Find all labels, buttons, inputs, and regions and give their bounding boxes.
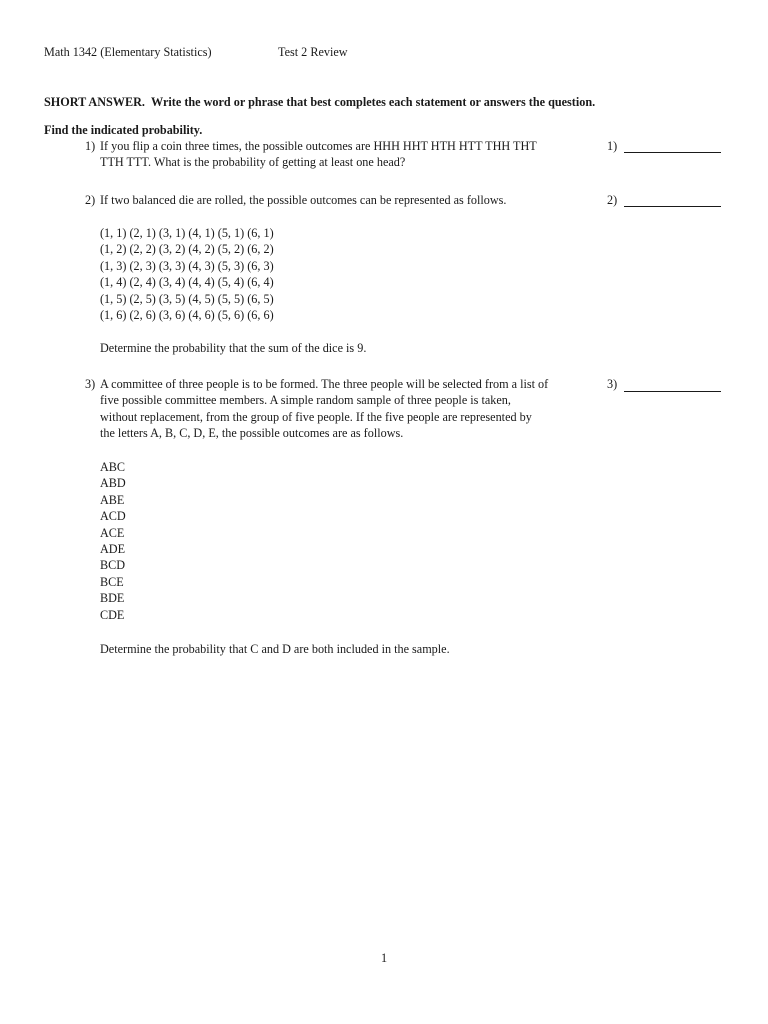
section-heading bbox=[44, 94, 595, 110]
test-title: Test 2 Review bbox=[278, 45, 348, 59]
question-line: the letters A, B, C, D, E, the possible outcomes are as follows. bbox=[100, 426, 404, 441]
outcome-row: ABE bbox=[100, 492, 125, 507]
question-3-prompt: Determine the probability that C and D are both included in the sample. bbox=[100, 642, 450, 656]
outcome-row: ACE bbox=[100, 525, 125, 540]
outcome-row: CDE bbox=[100, 607, 125, 622]
outcome-row: (1, 6) (2, 6) (3, 6) (4, 6) (5, 6) (6, 6) bbox=[100, 307, 274, 322]
page-number: 1 bbox=[380, 951, 388, 965]
answer-label-3: 3) bbox=[607, 377, 618, 391]
outcome-row: (1, 4) (2, 4) (3, 4) (4, 4) (5, 4) (6, 4) bbox=[100, 275, 274, 290]
question-2 bbox=[85, 192, 605, 208]
outcome-row: BDE bbox=[100, 591, 125, 606]
committee-outcomes bbox=[100, 459, 126, 623]
course-title: Math 1342 (Elementary Statistics) bbox=[44, 45, 212, 59]
outcome-row: ABC bbox=[100, 460, 126, 474]
question-1 bbox=[85, 138, 605, 171]
question-line: A committee of three people is to be formed. The three people will be selected from a list of bbox=[100, 377, 549, 391]
answer-blank-3[interactable] bbox=[624, 391, 721, 392]
answer-label-2: 2) bbox=[607, 193, 618, 207]
outcome-row: ADE bbox=[100, 541, 126, 556]
outcome-row: ABD bbox=[100, 476, 126, 491]
outcome-row: (1, 5) (2, 5) (3, 5) (4, 5) (5, 5) (6, 5) bbox=[100, 291, 274, 306]
section-instructions: Write the word or phrase that best completes each statement or answers the question. bbox=[151, 95, 596, 109]
dice-outcomes bbox=[100, 225, 274, 323]
question-3 bbox=[85, 376, 595, 442]
outcome-row: (1, 3) (2, 3) (3, 3) (4, 3) (5, 3) (6, 3) bbox=[100, 258, 274, 273]
question-line: TTH TTT. What is the probability of getting at least one head? bbox=[100, 155, 406, 170]
question-2-prompt: Determine the probability that the sum of the dice is 9. bbox=[100, 341, 367, 355]
answer-blank-1[interactable] bbox=[624, 152, 721, 153]
section-title: SHORT ANSWER. bbox=[44, 95, 145, 109]
question-line: without replacement, from the group of five people. If the five people are represented by bbox=[100, 409, 532, 424]
subheading: Find the indicated probability. bbox=[44, 123, 203, 137]
outcome-row: BCD bbox=[100, 558, 126, 573]
question-line: If two balanced die are rolled, the possible outcomes can be represented as follows. bbox=[100, 193, 507, 207]
outcome-row: BCE bbox=[100, 574, 124, 589]
question-number: 3) bbox=[85, 377, 96, 391]
answer-label-1: 1) bbox=[607, 139, 618, 153]
question-line: If you flip a coin three times, the possible outcomes are HHH HHT HTH HTT THH THT bbox=[100, 139, 537, 153]
outcome-row: (1, 1) (2, 1) (3, 1) (4, 1) (5, 1) (6, 1) bbox=[100, 226, 274, 240]
question-number: 2) bbox=[85, 193, 96, 207]
outcome-row: ACD bbox=[100, 509, 126, 524]
outcome-row: (1, 2) (2, 2) (3, 2) (4, 2) (5, 2) (6, 2) bbox=[100, 242, 274, 257]
question-line: five possible committee members. A simple random sample of three people is taken, bbox=[100, 393, 511, 408]
question-number: 1) bbox=[85, 139, 96, 153]
answer-blank-2[interactable] bbox=[624, 206, 721, 207]
